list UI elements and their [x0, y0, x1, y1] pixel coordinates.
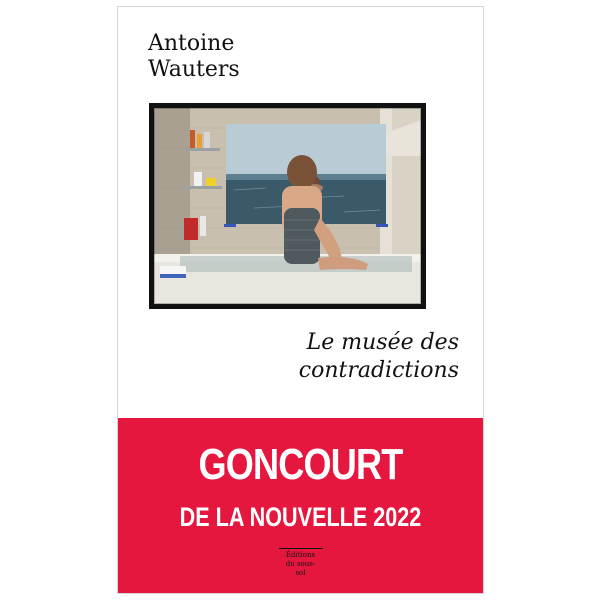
publisher-logo [118, 548, 483, 578]
publisher-line-3: sol [295, 569, 306, 577]
title-line-2: contradictions [298, 358, 459, 383]
publisher-line-1: Éditions [285, 551, 316, 559]
author-name [148, 31, 240, 83]
cover-photo [149, 103, 426, 309]
bathroom-photo-illustration [154, 108, 421, 304]
publisher-line-2: du sous- [285, 560, 316, 568]
award-band [118, 418, 483, 594]
award-title: GONCOURT [198, 440, 403, 489]
publisher-rule [279, 548, 323, 549]
author-last-name: Wauters [148, 57, 240, 82]
book-cover [117, 6, 484, 594]
title-line-1: Le musée des [306, 330, 459, 355]
book-title [209, 329, 459, 385]
author-first-name: Antoine [148, 31, 235, 56]
award-subtitle: DE LA NOUVELLE 2022 [179, 502, 422, 532]
